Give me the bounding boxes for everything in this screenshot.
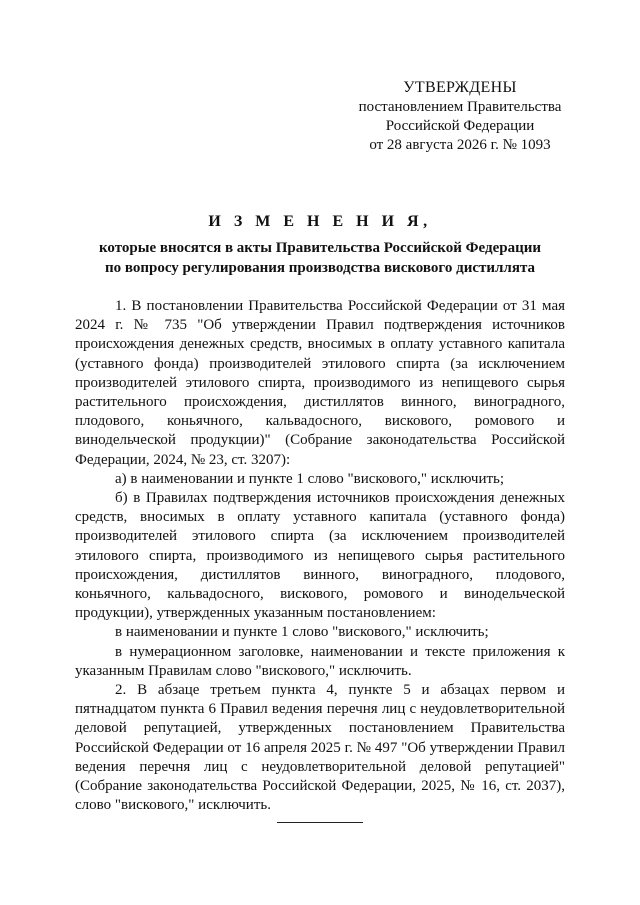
paragraph-item-2: 2. В абзаце третьем пункта 4, пункте 5 и абзацах первом и пятнадцатом пункта 6 Правил ведения перечня лиц с неудовлетворительной деловой репутацией, утвержденных постановлением Правительства Российской Федерации от 16 апреля 2025 г. № 497 "Об утверждении Правил ведения перечня лиц с неудовлетворительной деловой репутацией" (Собрание законодательства Российской Федерации, 2025, № 16, ст. 2037), слово "вискового," исключить. <box>75 682 565 814</box>
document-title: И З М Е Н Е Н И Я, <box>208 213 432 230</box>
paragraph-subitem-a: а) в наименовании и пункте 1 слово "вискового," исключить; <box>115 470 505 487</box>
approval-line-2: Российской Федерации <box>385 118 535 134</box>
document-subtitle <box>75 238 565 278</box>
approval-line-3: от 28 августа 2026 г. № 1093 <box>369 137 551 153</box>
approval-stamp <box>320 78 600 155</box>
paragraph-subitem-b-1: в наименовании и пункте 1 слово "вискового," исключить; <box>115 624 489 641</box>
paragraph-subitem-b: б) в Правилах подтверждения источников происхождения денежных средств, вносимых в оплату уставного капитала (уставного фонда) производителей этилового спирта (за исключением производителей этилового спирта, производимого из непищевого сырья растительного происхождения, дистиллятов винного, виноградного, плодового, коньячного, кальвадосного, вискового, ромового и винодельческой продукции), утвержденных указанным постановлением: <box>75 490 565 622</box>
document-body <box>75 297 565 815</box>
approval-heading: УТВЕРЖДЕНЫ <box>403 79 517 96</box>
subtitle-line-1: которые вносятся в акты Правительства Российской Федерации <box>98 240 542 256</box>
paragraph-subitem-b-2: в нумерационном заголовке, наименовании и тексте приложения к указанным Правилам слово "вискового," исключить. <box>75 643 565 679</box>
paragraph-item-1: 1. В постановлении Правительства Российской Федерации от 31 мая 2024 г. № 735 "Об утверждении Правил подтверждения источников происхождения денежных средств, вносимых в оплату уставного капитала (уставного фонда) производителей этилового спирта (за исключением производителей этилового спирта, производимого из непищевого сырья растительного происхождения, дистиллятов винного, виноградного, плодового, коньячного, кальвадосного, вискового, ромового и винодельческой продукции)" (Собрание законодательства Российской Федерации, 2024, № 23, ст. 3207): <box>75 298 565 468</box>
subtitle-line-2: по вопросу регулирования производства вискового дистиллята <box>104 260 536 276</box>
approval-line-1: постановлением Правительства <box>358 99 562 115</box>
end-separator-line <box>277 822 363 823</box>
